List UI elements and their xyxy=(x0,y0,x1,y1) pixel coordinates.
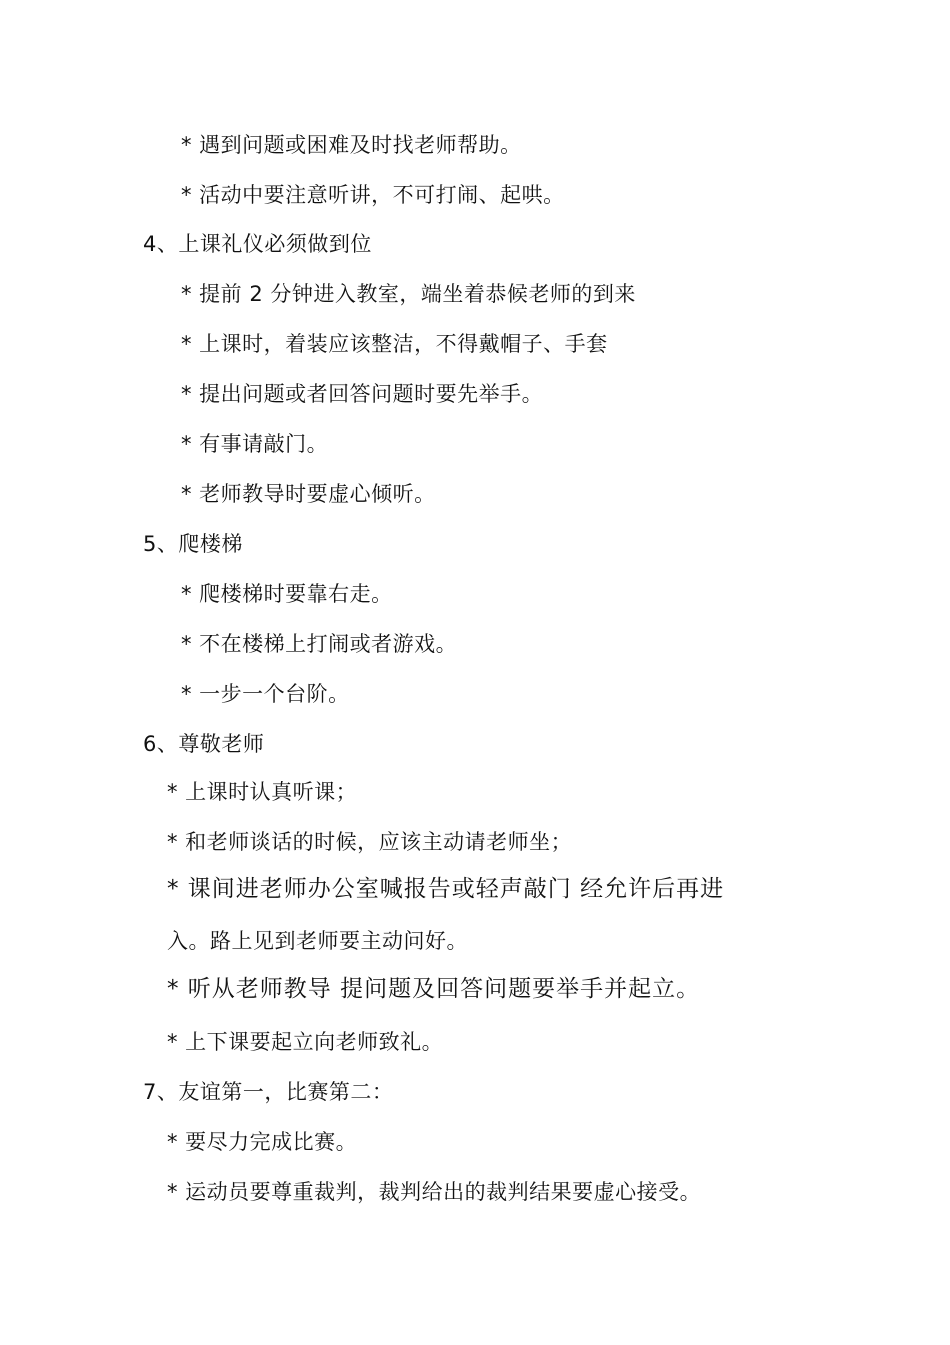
section-heading-7: 7、友谊第一，比赛第二： xyxy=(143,1080,394,1104)
section-heading-4: 4、上课礼仪必须做到位 xyxy=(143,232,372,256)
bullet-line: * 不在楼梯上打闹或者游戏。 xyxy=(181,632,458,656)
bullet-line: * 提出问题或者回答问题时要先举手。 xyxy=(181,382,544,406)
section-heading-6: 6、尊敬老师 xyxy=(143,732,265,756)
bullet-line: * 老师教导时要虚心倾听。 xyxy=(181,482,436,506)
bullet-line: * 上课时，着装应该整洁，不得戴帽子、手套 xyxy=(181,332,608,356)
bullet-line: * 课间进老师办公室喊报告或轻声敲门 经允许后再进 xyxy=(167,876,725,902)
bullet-line: * 提前 2 分钟进入教室，端坐着恭候老师的到来 xyxy=(181,282,636,306)
bullet-line: * 听从老师教导 提问题及回答问题要举手并起立。 xyxy=(167,976,701,1002)
bullet-line: * 爬楼梯时要靠右走。 xyxy=(181,582,393,606)
bullet-line: * 有事请敲门。 xyxy=(181,432,329,456)
bullet-line: * 遇到问题或困难及时找老师帮助。 xyxy=(181,133,522,157)
bullet-line: * 要尽力完成比赛。 xyxy=(167,1130,358,1154)
bullet-line: * 上下课要起立向老师致礼。 xyxy=(167,1030,444,1054)
bullet-line: * 运动员要尊重裁判，裁判给出的裁判结果要虚心接受。 xyxy=(167,1180,702,1204)
continuation-line: 入。路上见到老师要主动问好。 xyxy=(167,929,468,953)
bullet-line: * 一步一个台阶。 xyxy=(181,682,350,706)
bullet-line: * 活动中要注意听讲，不可打闹、起哄。 xyxy=(181,183,565,207)
bullet-line: * 和老师谈话的时候，应该主动请老师坐； xyxy=(167,830,573,854)
bullet-line: * 上课时认真听课； xyxy=(167,780,358,804)
section-heading-5: 5、爬楼梯 xyxy=(143,532,243,556)
